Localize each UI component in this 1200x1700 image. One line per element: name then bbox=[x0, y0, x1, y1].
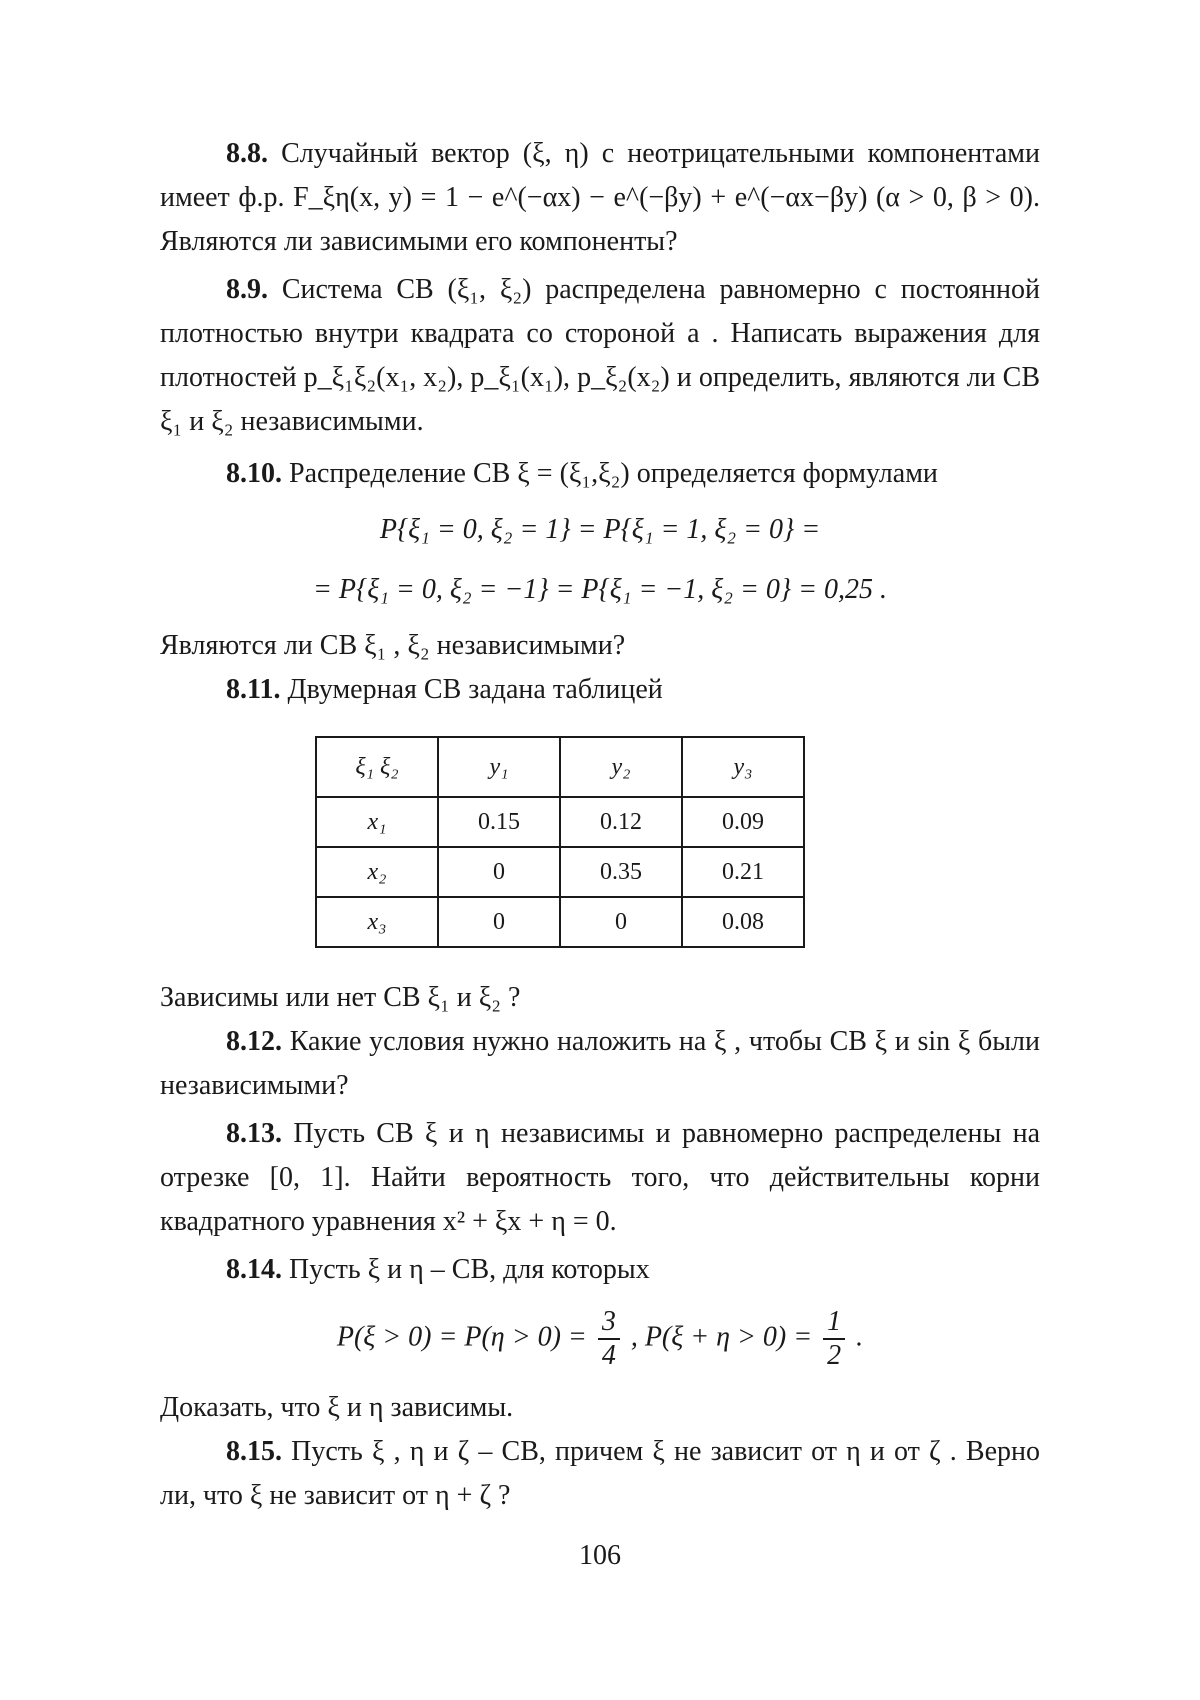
fraction-numerator: 1 bbox=[823, 1306, 845, 1340]
problem-number: 8.8. bbox=[226, 138, 268, 169]
problem-8-9 bbox=[160, 268, 1040, 444]
table-column-header: y₂ bbox=[560, 737, 682, 797]
formula-part: . bbox=[856, 1321, 864, 1353]
table-cell: 0 bbox=[560, 897, 682, 947]
table-cell: 0.08 bbox=[682, 897, 804, 947]
table-row bbox=[316, 897, 804, 947]
page-content bbox=[160, 132, 1040, 1518]
problem-number: 8.10. bbox=[226, 458, 282, 489]
formula-line bbox=[160, 1306, 1040, 1372]
problem-text: Система СВ (ξ₁, ξ₂) распределена равномерно с постоянной плотностью внутри квадрата со стороной a . Написать выражения для плотностей p_ξ₁ξ₂(x₁, x₂), p_ξ₁(x₁), p_ξ₂(x₂) и определить, являются ли СВ ξ₁ и ξ₂ независимыми. bbox=[160, 274, 1040, 437]
table-column-header: y₃ bbox=[682, 737, 804, 797]
fraction-numerator: 3 bbox=[598, 1306, 620, 1340]
problem-number: 8.11. bbox=[226, 674, 281, 705]
table-column-header: y₁ bbox=[438, 737, 560, 797]
problem-question: Доказать, что ξ и η зависимы. bbox=[160, 1392, 514, 1423]
formula-part: , P(ξ + η > 0) = bbox=[630, 1321, 813, 1353]
problem-text: Пусть ξ и η – СВ, для которых bbox=[289, 1254, 650, 1285]
problem-number: 8.12. bbox=[226, 1026, 282, 1057]
table-row-header: x₁ bbox=[316, 797, 438, 847]
table-cell: 0.12 bbox=[560, 797, 682, 847]
problem-text: Пусть СВ ξ и η независимы и равномерно распределены на отрезке [0, 1]. Найти вероятность того, что действительны корни квадратного уравнения x² + ξx + η = 0. bbox=[160, 1118, 1040, 1237]
table-cell: 0 bbox=[438, 847, 560, 897]
problem-question: Зависимы или нет СВ ξ₁ и ξ₂ ? bbox=[160, 982, 521, 1013]
table-corner-cell: ξ₁ ξ₂ bbox=[316, 737, 438, 797]
table-cell: 0.35 bbox=[560, 847, 682, 897]
fraction bbox=[823, 1306, 845, 1372]
distribution-table bbox=[315, 736, 805, 948]
problem-number: 8.13. bbox=[226, 1118, 282, 1149]
table-cell: 0 bbox=[438, 897, 560, 947]
problem-text: Какие условия нужно наложить на ξ , чтобы СВ ξ и sin ξ были независимыми? bbox=[160, 1026, 1041, 1101]
formula-line: = P{ξ₁ = 0, ξ₂ = −1} = P{ξ₁ = −1, ξ₂ = 0} = 0,25 . bbox=[313, 574, 887, 605]
distribution-table-wrap bbox=[160, 736, 1040, 948]
table-row-header: x₂ bbox=[316, 847, 438, 897]
table-row bbox=[316, 847, 804, 897]
table-cell: 0.15 bbox=[438, 797, 560, 847]
formula-part: P(ξ > 0) = P(η > 0) = bbox=[336, 1321, 587, 1353]
problem-number: 8.14. bbox=[226, 1254, 282, 1285]
table-row bbox=[316, 797, 804, 847]
formula-line: P{ξ₁ = 0, ξ₂ = 1} = P{ξ₁ = 1, ξ₂ = 0} = bbox=[379, 514, 821, 545]
problem-8-14 bbox=[160, 1248, 1040, 1292]
problem-8-8 bbox=[160, 132, 1040, 264]
problem-text: Пусть ξ , η и ζ – СВ, причем ξ не зависит от η и от ζ . Верно ли, что ξ не зависит от η + ζ ? bbox=[160, 1436, 1041, 1511]
problem-text: Случайный вектор (ξ, η) с неотрицательными компонентами имеет ф.р. F_ξη(x, y) = 1 − e^(−αx) − e^(−βy) + e^(−αx−βy) (α > 0, β > 0). Являются ли зависимыми его компоненты? bbox=[160, 138, 1041, 257]
fraction bbox=[598, 1306, 620, 1372]
table-row-header: x₃ bbox=[316, 897, 438, 947]
page-number: 106 bbox=[579, 1540, 621, 1571]
problem-number: 8.9. bbox=[226, 274, 268, 305]
table-cell: 0.21 bbox=[682, 847, 804, 897]
problem-8-11 bbox=[160, 668, 1040, 712]
problem-text: Распределение СВ ξ = (ξ₁,ξ₂) определяется формулами bbox=[289, 458, 938, 489]
problem-8-10 bbox=[160, 452, 1040, 496]
problem-8-15 bbox=[160, 1430, 1040, 1518]
problem-number: 8.15. bbox=[226, 1436, 282, 1467]
table-cell: 0.09 bbox=[682, 797, 804, 847]
fraction-denominator: 4 bbox=[601, 1340, 616, 1371]
problem-8-12 bbox=[160, 1020, 1040, 1108]
problem-question: Являются ли СВ ξ₁ , ξ₂ независимыми? bbox=[160, 630, 626, 661]
table-header-row bbox=[316, 737, 804, 797]
problem-8-13 bbox=[160, 1112, 1040, 1244]
fraction-denominator: 2 bbox=[827, 1340, 842, 1371]
problem-text: Двумерная СВ задана таблицей bbox=[287, 674, 663, 705]
